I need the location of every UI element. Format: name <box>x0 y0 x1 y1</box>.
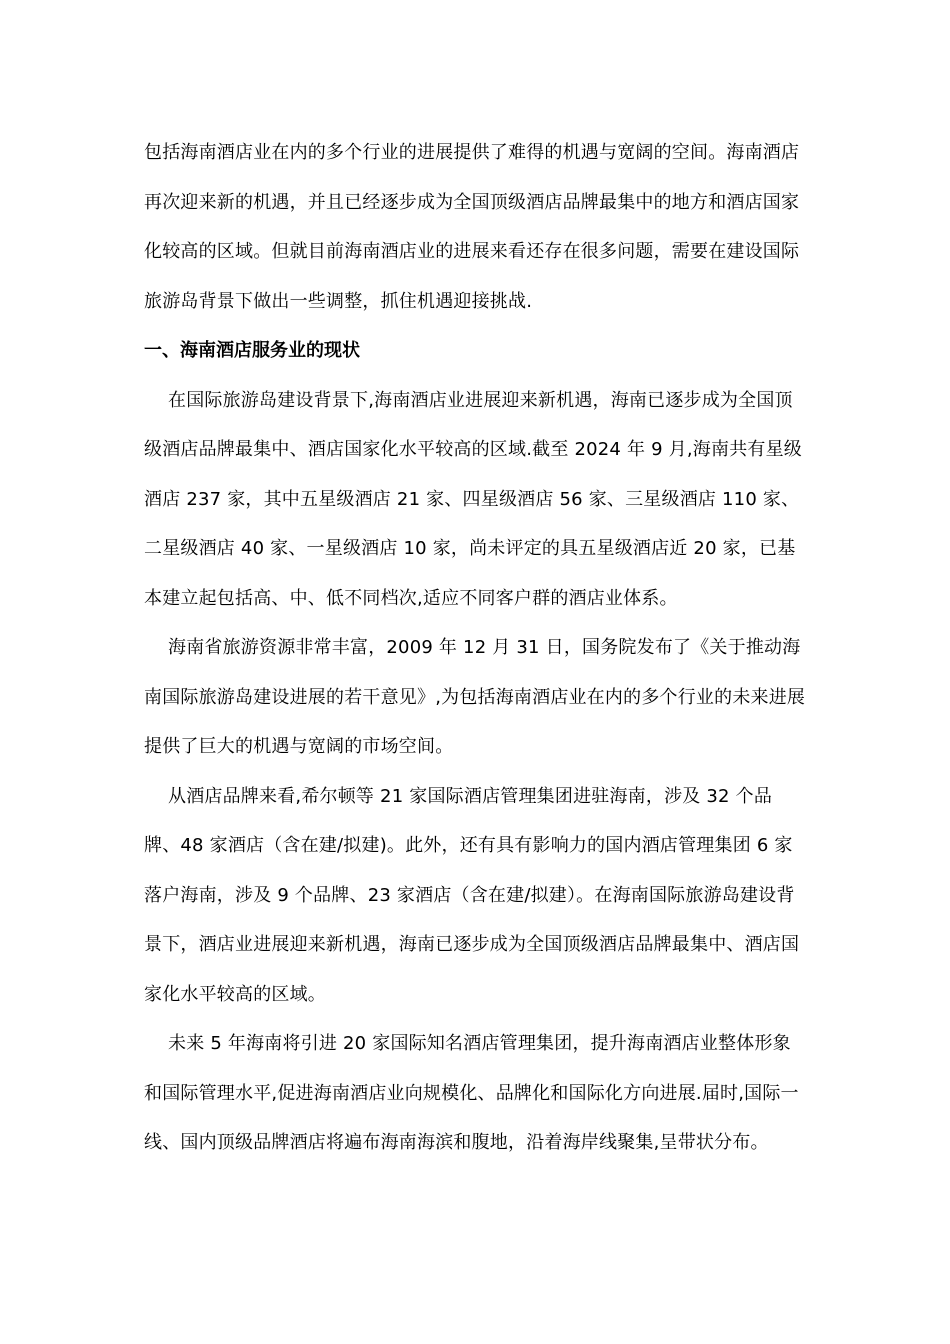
paragraph-policy: 海南省旅游资源非常丰富，2009 年 12 月 31 日，国务院发布了《关于推动海南国际旅游岛建设进展的若干意见》,为包括海南酒店业在内的多个行业的未来进展提供了巨大的机遇与宽阔的市场空间。 <box>144 637 806 757</box>
document-body <box>144 128 808 1168</box>
paragraph-future: 未来 5 年海南将引进 20 家国际知名酒店管理集团，提升海南酒店业整体形象和国际管理水平,促进海南酒店业向规模化、品牌化和国际化方向进展.届时,国际一线、国内顶级品牌酒店将遍布海南海滨和腹地，沿着海岸线聚集,呈带状分布。 <box>144 1033 799 1153</box>
section-heading: 一、海南酒店服务业的现状 <box>144 340 360 361</box>
paragraph-status: 在国际旅游岛建设背景下,海南酒店业进展迎来新机遇，海南已逐步成为全国顶级酒店品牌最集中、酒店国家化水平较高的区域.截至 2024 年 9 月,海南共有星级酒店 237 家，其中五星级酒店 21 家、四星级酒店 56 家、三星级酒店 110 家、二星级酒店 40 家、一星级酒店 10 家，尚未评定的具五星级酒店近 20 家，已基本建立起包括高、中、低不同档次,适应不同客户群的酒店业体系。 <box>144 389 802 609</box>
paragraph-brands: 从酒店品牌来看,希尔顿等 21 家国际酒店管理集团进驻海南，涉及 32 个品牌、48 家酒店（含在建/拟建)。此外，还有具有影响力的国内酒店管理集团 6 家落户海南，涉及 9 个品牌、23 家酒店（含在建/拟建）。在海南国际旅游岛建设背景下，酒店业进展迎来新机遇，海南已逐步成为全国顶级酒店品牌最集中、酒店国家化水平较高的区域。 <box>144 785 800 1005</box>
paragraph-intro: 包括海南酒店业在内的多个行业的进展提供了难得的机遇与宽阔的空间。海南酒店再次迎来新的机遇，并且已经逐步成为全国顶级酒店品牌最集中的地方和酒店国家化较高的区域。但就目前海南酒店业的进展来看还存在很多问题，需要在建设国际旅游岛背景下做出一些调整，抓住机遇迎接挑战. <box>144 142 800 312</box>
